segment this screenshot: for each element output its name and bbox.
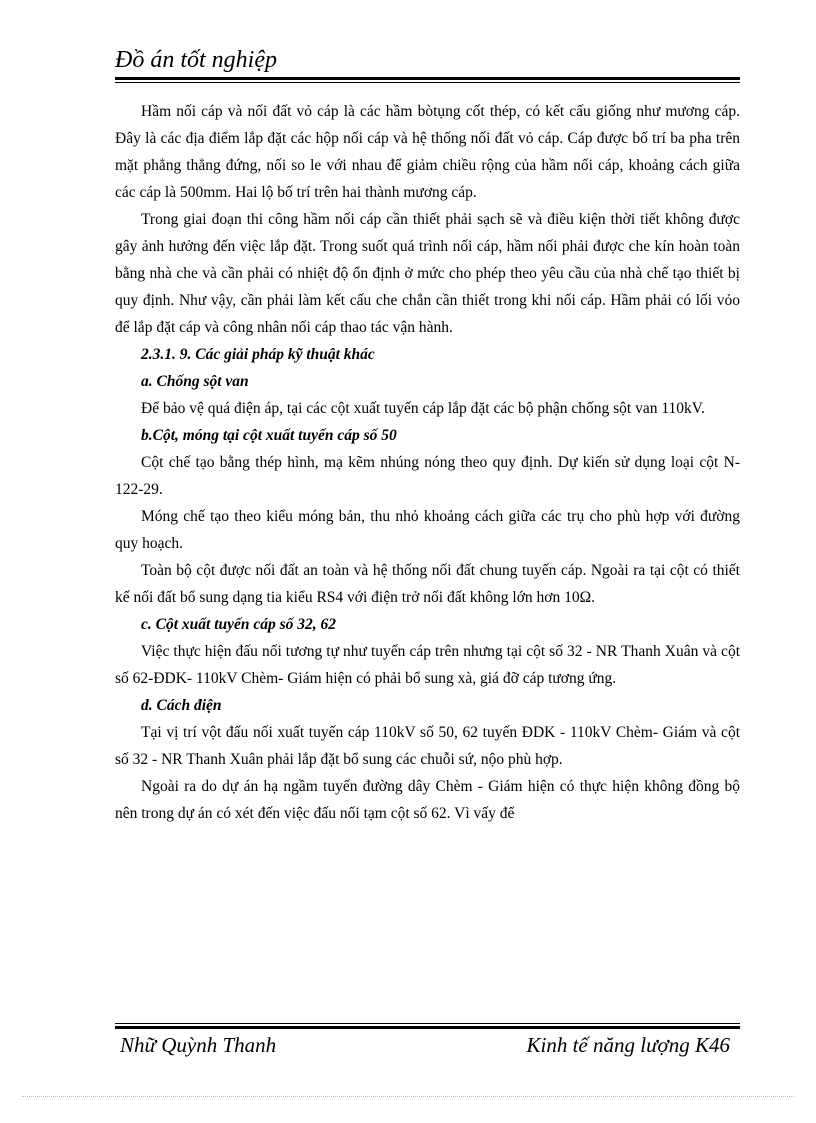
paragraph: Để bảo vệ quá điện áp, tại các cột xuất tuyến cáp lắp đặt các bộ phận chống sột van 110kV. (141, 400, 705, 417)
paragraph: Việc thực hiện đấu nối tương tự như tuyến cáp trên nhưng tại cột số 32 - NR Thanh Xuân và cột số 62-ĐDK- 110kV Chèm- Giám hiện có phải bổ sung xà, giá đỡ cáp tương ứng. (115, 643, 740, 687)
footer-author: Nhữ Quỳnh Thanh (120, 1033, 277, 1057)
document-body (115, 98, 740, 827)
footer-course: Kinh tế năng lượng K46 (526, 1033, 730, 1057)
page-header-title: Đồ án tốt nghiệp (115, 47, 277, 73)
subsection-heading: d. Cách điện (141, 697, 222, 714)
header-rule-thick (115, 77, 740, 80)
subsection-heading: c. Cột xuất tuyến cáp số 32, 62 (141, 616, 337, 633)
page-bottom-divider (22, 1096, 794, 1097)
footer-rule-thick (115, 1026, 740, 1029)
footer-rule-thin (115, 1023, 740, 1024)
subsection-heading: b.Cột, móng tại cột xuất tuyến cáp số 50 (141, 427, 397, 444)
paragraph: Hầm nối cáp và nối đất vỏ cáp là các hầm bòtụng cốt thép, có kết cấu giống như mương cáp. Đây là các địa điểm lắp đặt các hộp nối cáp và hệ thống nối đất vỏ cáp. Cáp được bố trí ba pha trên mặt phẳng thẳng đứng, nối so le với nhau để giảm chiều rộng của hầm nối cáp, khoảng cách giữa các cáp là 500mm. Hai lộ bố trí trên hai thành mương cáp. (115, 103, 740, 201)
paragraph: Tại vị trí vột đấu nối xuất tuyến cáp 110kV số 50, 62 tuyến ĐDK - 110kV Chèm- Giám và cột số 32 - NR Thanh Xuân phải lắp đặt bổ sung các chuỗi sứ, nộo phù hợp. (115, 724, 740, 768)
paragraph: Móng chế tạo theo kiểu móng bản, thu nhỏ khoảng cách giữa các trụ cho phù hợp với đường quy hoạch. (115, 508, 740, 552)
paragraph: Toàn bộ cột được nối đất an toàn và hệ thống nối đất chung tuyến cáp. Ngoài ra tại cột có thiết kế nối đất bổ sung dạng tia kiểu RS4 với điện trở nối đất không lớn hơn 10Ω. (115, 562, 740, 606)
paragraph: Cột chế tạo bằng thép hình, mạ kẽm nhúng nóng theo quy định. Dự kiến sử dụng loại cột N-122-29. (115, 454, 740, 498)
header-rule-thin (115, 82, 740, 83)
section-heading: 2.3.1. 9. Các giải pháp kỹ thuật khác (141, 346, 375, 363)
paragraph: Trong giai đoạn thi công hầm nối cáp cần thiết phải sạch sẽ và điều kiện thời tiết không được gây ảnh hưởng đến việc lắp đặt. Trong suốt quá trình nối cáp, hầm nối phải được che kín hoàn toàn bằng nhà che và cần phải có nhiệt độ ổn định ở mức cho phép theo yêu cầu của nhà chế tạo thiết bị quy định. Như vậy, cần phải làm kết cấu che chắn cần thiết trong khi nối cáp. Hầm phải có lối vỏo để lắp đặt cáp và công nhân nối cáp thao tác vận hành. (115, 211, 740, 336)
subsection-heading: a. Chống sột van (141, 373, 249, 390)
paragraph: Ngoài ra do dự án hạ ngầm tuyến đường dây Chèm - Giám hiện có thực hiện không đồng bộ nên trong dự án có xét đến việc đấu nối tạm cột số 62. Vì vấy để (115, 778, 740, 822)
